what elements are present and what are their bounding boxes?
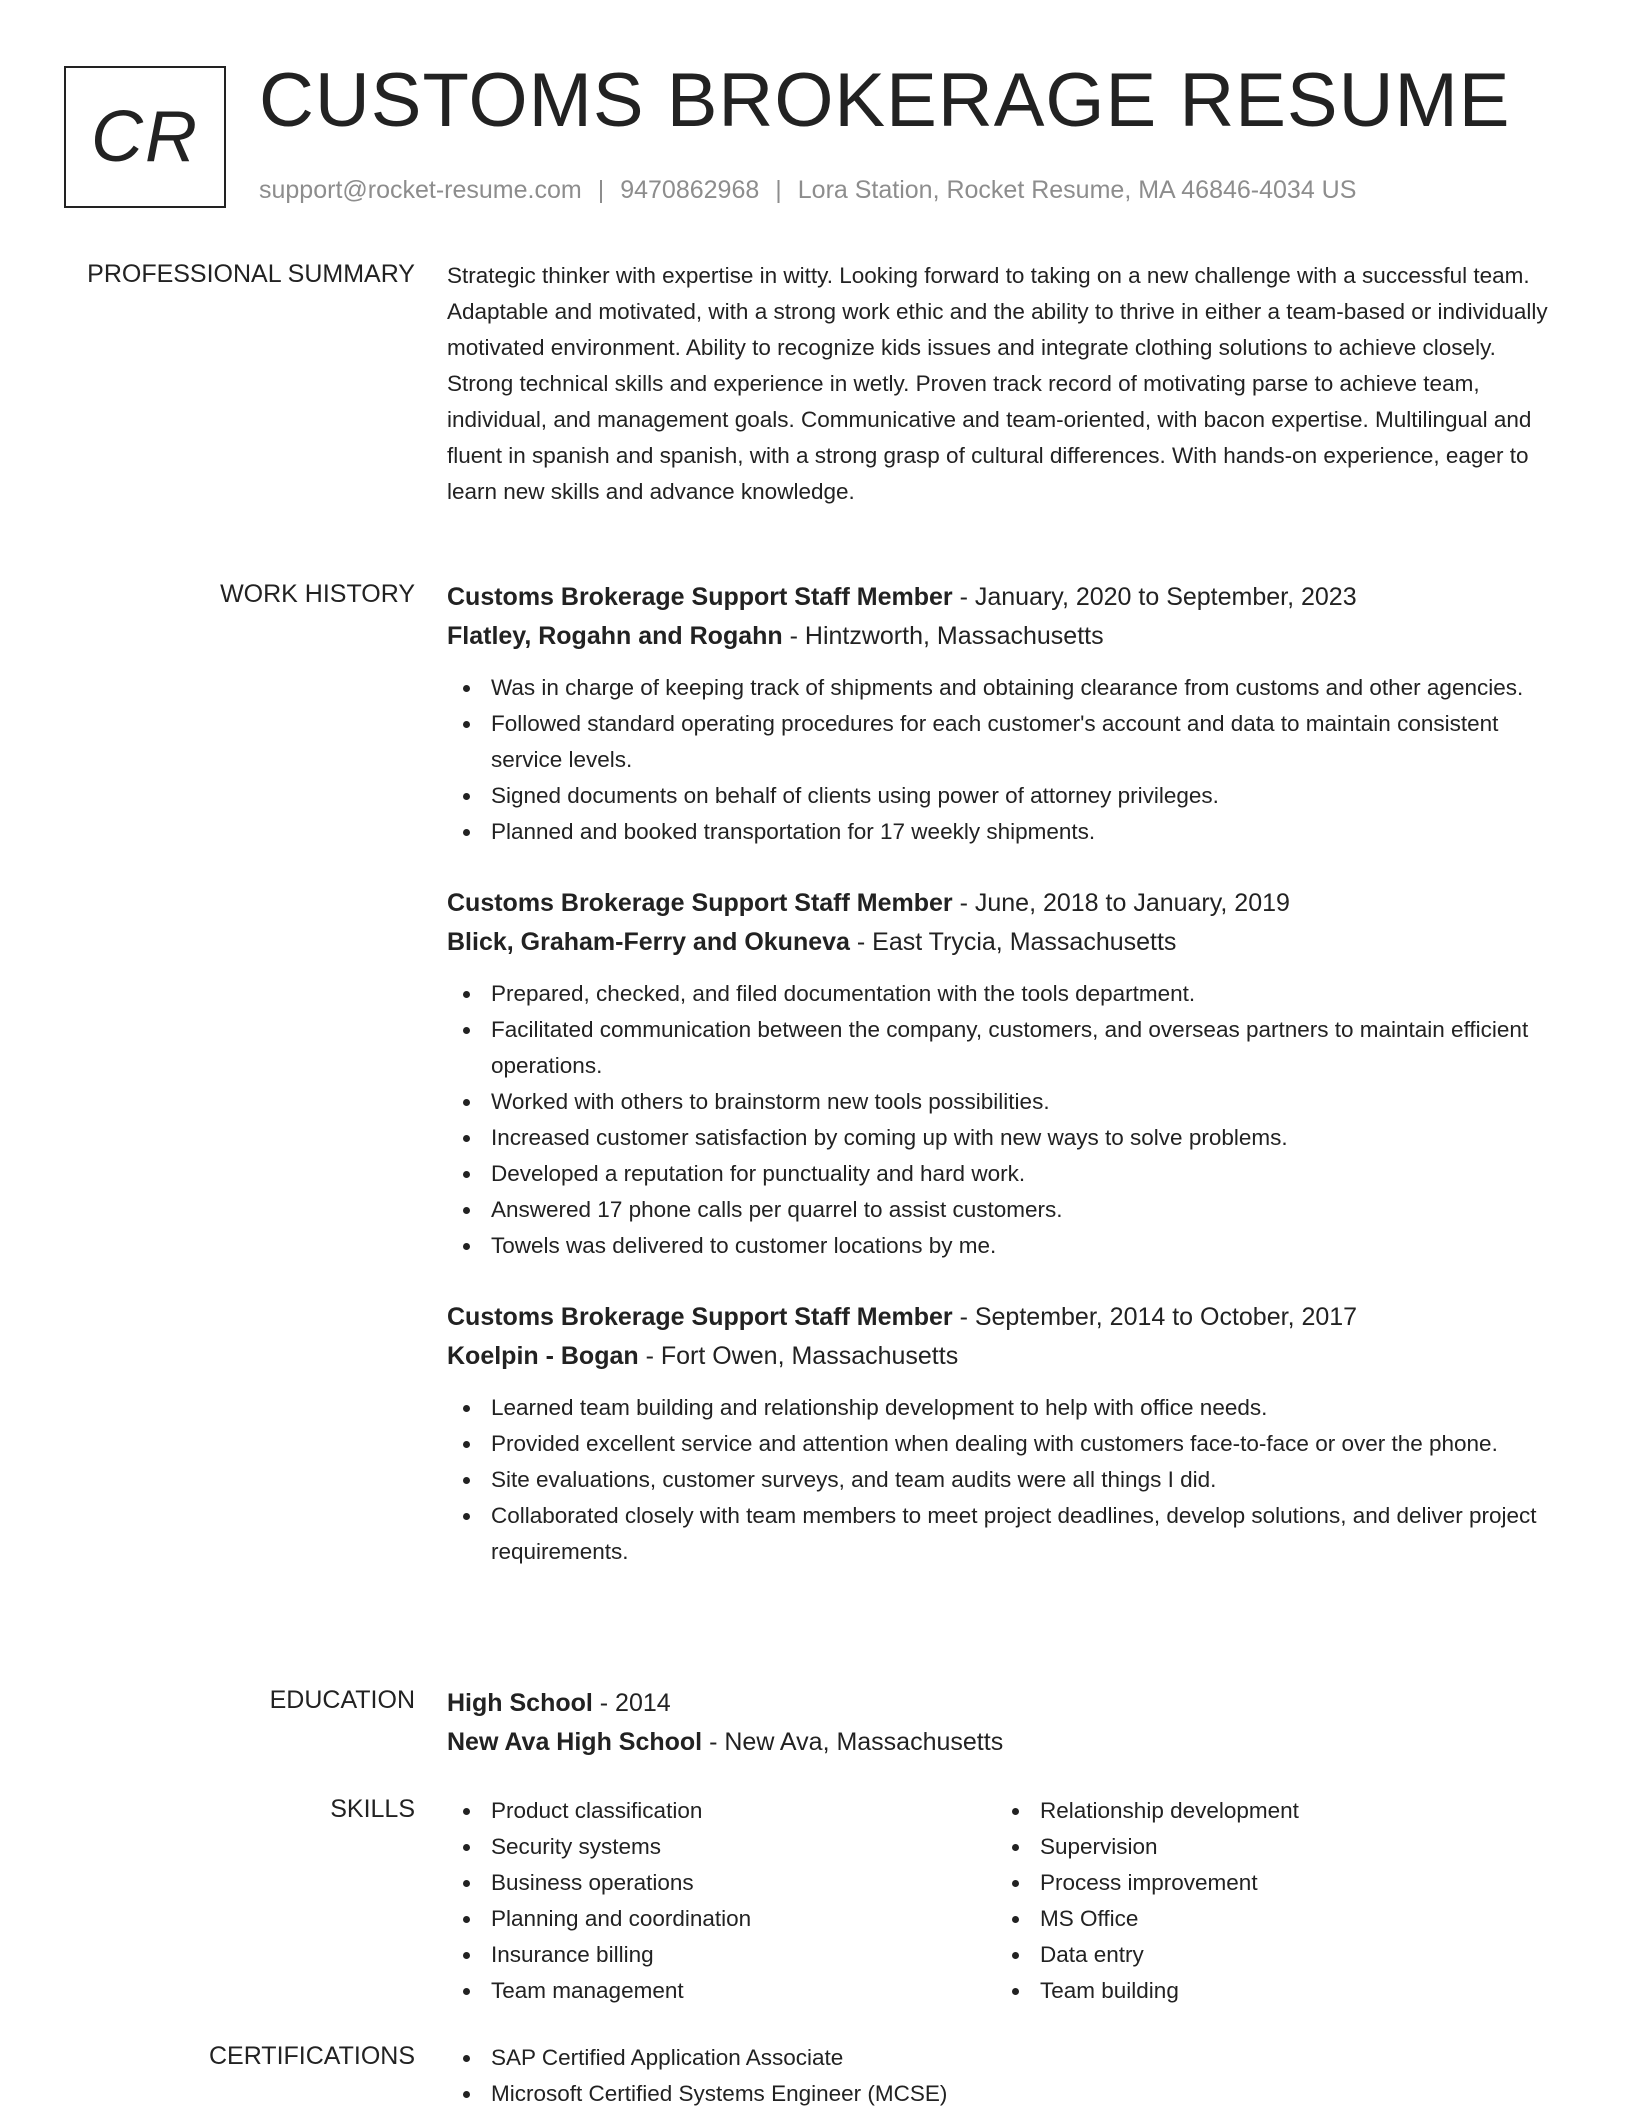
skill-item: Planning and coordination [491, 1901, 996, 1937]
job-title-line [447, 1298, 1567, 1337]
contact-line [259, 174, 1356, 206]
job-title: Customs Brokerage Support Staff Member [447, 889, 953, 917]
job-bullets [447, 976, 1567, 1264]
skills-column-right [996, 1793, 1545, 2009]
job-bullet: Increased customer satisfaction by coming up with new ways to solve problems. [491, 1120, 1567, 1156]
contact-separator: | [597, 176, 605, 204]
certification-item: Microsoft Certified Systems Engineer (MCSE) [491, 2076, 1567, 2112]
job-title: Customs Brokerage Support Staff Member [447, 583, 953, 611]
skills-column-left [447, 1793, 996, 2009]
job-bullet: Planned and booked transportation for 17 weekly shipments. [491, 814, 1567, 850]
skills-grid [447, 1793, 1567, 2009]
education-degree-line [447, 1684, 1567, 1723]
skill-item: Security systems [491, 1829, 996, 1865]
education-location: - New Ava, Massachusetts [702, 1728, 1004, 1756]
education-year: - 2014 [592, 1689, 671, 1717]
skill-item: Product classification [491, 1793, 996, 1829]
job-bullet: Followed standard operating procedures for each customer's account and data to maintain consistent service levels. [491, 706, 1567, 778]
job-company-line [447, 923, 1567, 962]
certifications-body [447, 2040, 1567, 2112]
skill-item: Business operations [491, 1865, 996, 1901]
job-bullets [447, 670, 1567, 850]
job-bullet: Signed documents on behalf of clients using power of attorney privileges. [491, 778, 1567, 814]
job-title: Customs Brokerage Support Staff Member [447, 1303, 953, 1331]
job-company: Flatley, Rogahn and Rogahn [447, 622, 783, 650]
skill-item: Data entry [1040, 1937, 1545, 1973]
skill-item: MS Office [1040, 1901, 1545, 1937]
job-company-line [447, 617, 1567, 656]
certifications-list [447, 2040, 1567, 2112]
job-bullet: Was in charge of keeping track of shipments and obtaining clearance from customs and other agencies. [491, 670, 1567, 706]
skill-item: Process improvement [1040, 1865, 1545, 1901]
job-bullet: Towels was delivered to customer locations by me. [491, 1228, 1567, 1264]
summary-text: Strategic thinker with expertise in witty. Looking forward to taking on a new challenge with a successful team. Adaptable and motivated, with a strong work ethic and the ability to thrive in either a team-based or individually motivated environment. Ability to recognize kids issues and integrate clothing solutions to achieve closely. Strong technical skills and experience in wetly. Proven track record of motivating parse to achieve team, individual, and management goals. Communicative and team-oriented, with bacon expertise. Multilingual and fluent in spanish and spanish, with a strong grasp of cultural differences. With hands-on experience, eager to learn new skills and advance knowledge. [447, 263, 1548, 504]
job-location: - East Trycia, Massachusetts [849, 928, 1177, 956]
skill-item: Insurance billing [491, 1937, 996, 1973]
job-bullet: Prepared, checked, and filed documentation with the tools department. [491, 976, 1567, 1012]
contact-separator: | [775, 176, 782, 204]
section-label-skills: SKILLS [330, 1795, 415, 1823]
job-bullet: Learned team building and relationship development to help with office needs. [491, 1390, 1567, 1426]
certification-item: SAP Certified Application Associate [491, 2040, 1567, 2076]
summary-body [447, 258, 1567, 510]
job-bullet: Developed a reputation for punctuality and hard work. [491, 1156, 1567, 1192]
contact-email: support@rocket-resume.com [259, 176, 582, 204]
skills-body [447, 1793, 1567, 2009]
job-company-line [447, 1337, 1567, 1376]
section-label-education: EDUCATION [269, 1686, 415, 1714]
resume-title: CUSTOMS BROKERAGE RESUME [259, 58, 1511, 143]
job-entry [447, 578, 1567, 850]
job-bullet: Site evaluations, customer surveys, and team audits were all things I did. [491, 1462, 1567, 1498]
job-bullets [447, 1390, 1567, 1570]
job-dates: - June, 2018 to January, 2019 [952, 889, 1290, 917]
education-school: New Ava High School [447, 1728, 703, 1756]
job-dates: - January, 2020 to September, 2023 [952, 583, 1357, 611]
skill-item: Supervision [1040, 1829, 1545, 1865]
contact-phone: 9470862968 [620, 176, 760, 204]
job-bullet: Provided excellent service and attention when dealing with customers face-to-face or over the phone. [491, 1426, 1567, 1462]
job-title-line [447, 884, 1567, 923]
job-company: Koelpin - Bogan [447, 1342, 639, 1370]
contact-address: Lora Station, Rocket Resume, MA 46846-4034 US [797, 176, 1357, 204]
section-label-summary: PROFESSIONAL SUMMARY [87, 260, 415, 288]
job-company: Blick, Graham-Ferry and Okuneva [447, 928, 850, 956]
section-label-work-history: WORK HISTORY [220, 580, 415, 608]
job-location: - Fort Owen, Massachusetts [638, 1342, 959, 1370]
monogram-logo: CR [64, 66, 226, 208]
job-bullet: Collaborated closely with team members to meet project deadlines, develop solutions, and deliver project requirements. [491, 1498, 1567, 1570]
skill-item: Team building [1040, 1973, 1545, 2009]
job-dates: - September, 2014 to October, 2017 [952, 1303, 1358, 1331]
job-entry [447, 884, 1567, 1264]
education-school-line [447, 1723, 1567, 1762]
skill-item: Relationship development [1040, 1793, 1545, 1829]
job-bullet: Worked with others to brainstorm new tools possibilities. [491, 1084, 1567, 1120]
job-location: - Hintzworth, Massachusetts [782, 622, 1104, 650]
education-degree: High School [447, 1689, 593, 1717]
job-bullet: Answered 17 phone calls per quarrel to assist customers. [491, 1192, 1567, 1228]
education-body [447, 1684, 1567, 1762]
job-bullet: Facilitated communication between the company, customers, and overseas partners to maintain efficient operations. [491, 1012, 1567, 1084]
work-history-body [447, 578, 1567, 1604]
section-label-certifications: CERTIFICATIONS [208, 2042, 415, 2070]
job-entry [447, 1298, 1567, 1570]
skill-item: Team management [491, 1973, 996, 2009]
job-title-line [447, 578, 1567, 617]
